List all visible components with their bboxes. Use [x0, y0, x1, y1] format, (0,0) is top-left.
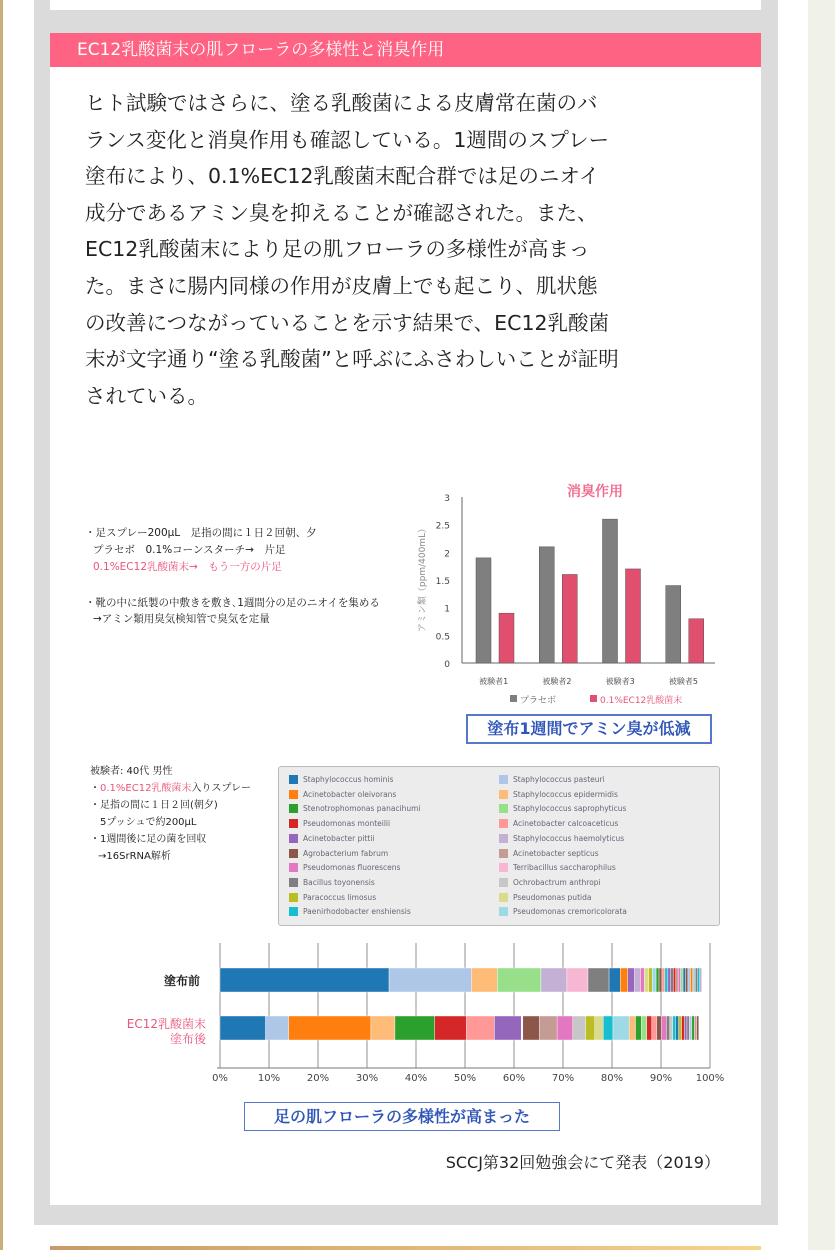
odor-note-3: 0.1%EC12乳酸菌末→ もう一方の片足 [93, 561, 282, 573]
stacked-segment [673, 968, 675, 992]
legend-item [499, 790, 618, 799]
stacked-segment [678, 968, 680, 992]
x-tick-label: 被験者3 [605, 677, 635, 686]
legend-swatch [499, 907, 508, 916]
y-tick-label: 1 [444, 604, 450, 615]
stacked-segment [688, 968, 690, 992]
stacked-segment [698, 968, 700, 992]
legend-item [499, 834, 624, 843]
stacked-segment [497, 968, 541, 992]
paragraph-line: 成分であるアミン臭を抑えることが確認された。また、 [85, 200, 598, 225]
bar-ec12 [499, 613, 514, 663]
stacked-segment [609, 968, 620, 992]
legend-label: Pseudomonas putida [513, 892, 592, 902]
odor-note-5: →アミン類用臭気検知管で臭気を定量 [93, 613, 270, 625]
stacked-segment [662, 968, 665, 992]
legend-item [289, 775, 393, 784]
legend-label: Staphylococcus epidermidis [513, 789, 618, 799]
legend-item [499, 907, 627, 916]
previous-card-bottom [50, 0, 761, 10]
x-tick-label: 50% [453, 1073, 477, 1084]
legend-swatch [289, 804, 298, 813]
x-tick-label: 100% [695, 1073, 725, 1084]
bar-placebo [603, 519, 618, 663]
bar-ec12 [689, 619, 704, 663]
stacked-segment [652, 968, 656, 992]
bar-placebo [666, 586, 681, 663]
flora-legend [278, 766, 720, 926]
stacked-segment [668, 968, 671, 992]
right-side-panel [808, 0, 835, 1250]
legend-swatch [289, 775, 298, 784]
stacked-segment [220, 968, 389, 992]
legend-swatch [499, 893, 508, 902]
flora-note-1: 被験者: 40代 男性 [90, 766, 173, 777]
section-title: EC12乳酸菌末の肌フローラの多様性と消臭作用 [50, 33, 761, 67]
legend-item [289, 878, 375, 887]
flora-stacked-chart [100, 940, 730, 1090]
y-tick-label: 0.5 [435, 632, 450, 643]
legend-item [289, 893, 376, 902]
legend-swatch [499, 790, 508, 799]
stacked-segment [681, 968, 683, 992]
stacked-segment [697, 1016, 699, 1040]
stacked-segment [635, 968, 641, 992]
bar-placebo [539, 547, 554, 663]
stacked-segment [595, 1016, 603, 1040]
x-tick-label: 90% [649, 1073, 673, 1084]
legend-swatch [499, 804, 508, 813]
stacked-segment [466, 1016, 494, 1040]
x-tick-label: 80% [600, 1073, 624, 1084]
legend-label: Staphylococcus saprophyticus [513, 804, 627, 814]
legend-item [499, 849, 599, 858]
odor-bar-chart [400, 478, 730, 713]
stacked-segment [657, 1016, 662, 1040]
legend-label: Pseudomonas cremoricolorata [513, 907, 627, 917]
flora-note-2a: 0.1%EC12乳酸菌末 [100, 783, 192, 794]
stacked-segment [220, 1016, 266, 1040]
legend-label: Staphylococcus haemolyticus [513, 833, 625, 843]
legend-swatch [289, 849, 298, 858]
legend-item [289, 804, 421, 813]
y-tick-label: 3 [444, 494, 450, 504]
bar-ec12 [562, 574, 577, 663]
legend-label: Pseudomonas fluorescens [303, 863, 401, 873]
stacked-segment [685, 1016, 687, 1040]
flora-note-5: ・1週間後に足の菌を回収 [90, 834, 207, 845]
stacked-segment [523, 1016, 540, 1040]
stacked-segment [671, 968, 673, 992]
legend-label: Ochrobactrum anthropi [513, 877, 601, 887]
legend-item [289, 849, 388, 858]
left-border [0, 0, 3, 1250]
stacked-segment [471, 968, 497, 992]
x-tick-label: 30% [355, 1073, 379, 1084]
legend-item [289, 834, 375, 843]
odor-note-2: プラセボ 0.1%コーンスターチ→ 片足 [93, 544, 286, 556]
y-tick-label: 2 [444, 549, 450, 560]
legend-label: Staphylococcus pasteuri [513, 775, 605, 784]
stacked-segment [692, 1016, 694, 1040]
x-tick-label: 10% [257, 1073, 281, 1084]
legend-swatch [289, 863, 298, 872]
legend-swatch [289, 834, 298, 843]
next-section-bar [50, 1246, 761, 1250]
stacked-segment [690, 968, 692, 992]
stacked-segment [603, 1016, 613, 1040]
stacked-segment [656, 968, 659, 992]
legend-label: Staphylococcus hominis [303, 775, 394, 784]
legend-swatch [499, 819, 508, 828]
legend-swatch [289, 893, 298, 902]
legend-item [499, 863, 616, 872]
legend-label: Pseudomonas monteilii [303, 819, 391, 829]
legend-swatch [499, 834, 508, 843]
paragraph-line: 末が文字通り“塗る乳酸菌”と呼ぶにふさわしいことが証明 [85, 347, 619, 372]
stacked-segment [266, 1016, 289, 1040]
legend-item [289, 790, 396, 799]
legend-label: 0.1%EC12乳酸菌末 [600, 696, 683, 706]
stacked-segment [640, 968, 644, 992]
stacked-segment [636, 1016, 642, 1040]
row-label-before: 塗布前 [163, 974, 200, 988]
legend-item [499, 819, 618, 828]
legend-swatch [289, 878, 298, 887]
x-tick-label: 60% [502, 1073, 526, 1084]
legend-swatch [510, 695, 517, 702]
stacked-segment [647, 1016, 652, 1040]
legend-label: Stenotrophomonas panacihumi [303, 804, 421, 814]
chart-title: 消臭作用 [567, 484, 623, 500]
flora-note-6: →16SrRNA解析 [98, 851, 171, 862]
legend-label: Acinetobacter oleivorans [303, 789, 397, 799]
stacked-segment [629, 1016, 635, 1040]
stacked-segment [694, 1016, 696, 1040]
row-label-after: EC12乳酸菌末塗布後 [126, 1017, 206, 1046]
legend-item [499, 804, 626, 813]
odor-note-4: ・靴の中に紙製の中敷きを敷き､1週間分の足のニオイを集める [85, 597, 380, 609]
stacked-segment [689, 1016, 691, 1040]
stacked-segment [659, 968, 662, 992]
stacked-segment [628, 968, 635, 992]
legend-swatch [499, 849, 508, 858]
paragraph-line: ヒト試験ではさらに、塗る乳酸菌による皮膚常在菌のバ [85, 91, 598, 115]
y-tick-label: 0 [444, 660, 450, 670]
stacked-segment [666, 1016, 669, 1040]
y-tick-label: 2.5 [435, 521, 450, 532]
legend-swatch [289, 790, 298, 799]
stacked-segment [620, 968, 627, 992]
stacked-segment [521, 1016, 522, 1040]
legend-item [499, 878, 601, 887]
legend-swatch [289, 819, 298, 828]
flora-note-3: ・足指の間に１日２回(朝夕) [90, 800, 218, 811]
stacked-segment [649, 968, 652, 992]
stacked-segment [665, 968, 668, 992]
stacked-segment [676, 1016, 679, 1040]
legend-swatch [590, 695, 597, 702]
paragraph-line: されている。 [85, 383, 208, 408]
stacked-segment [395, 1016, 435, 1040]
x-tick-label: 被験者5 [668, 677, 698, 686]
stacked-segment [641, 1016, 646, 1040]
bar-placebo [476, 558, 491, 663]
stacked-segment [683, 968, 685, 992]
body-paragraph [85, 85, 735, 414]
paragraph-line: EC12乳酸菌末により足の肌フローラの多様性が高まっ [85, 237, 590, 262]
legend-item [289, 863, 400, 872]
stacked-segment [644, 968, 648, 992]
legend-label: Acinetobacter septicus [513, 848, 599, 858]
legend-item [289, 907, 411, 916]
stacked-segment [588, 968, 609, 992]
legend-swatch [499, 878, 508, 887]
stacked-segment [673, 1016, 676, 1040]
citation: SCCJ第32回勉強会にて発表（2019） [445, 1153, 720, 1172]
stacked-segment [435, 1016, 467, 1040]
legend-item [499, 775, 605, 784]
legend-label: Bacillus toyonensis [303, 877, 375, 887]
stacked-segment [682, 1016, 685, 1040]
y-axis-label: アミン類（ppm/400mL） [418, 523, 428, 633]
stacked-segment [494, 1016, 521, 1040]
paragraph-line: た。まさに腸内同様の作用が皮膚上でも起こり、肌状態 [85, 273, 598, 298]
stacked-segment [676, 968, 678, 992]
x-tick-label: 40% [404, 1073, 428, 1084]
y-tick-label: 1.5 [435, 577, 450, 587]
paragraph-line: 塗布により、0.1%EC12乳酸菌末配合群では足のニオイ [85, 164, 600, 189]
flora-note-2: ・0.1%EC12乳酸菌末入りスプレー [90, 783, 252, 794]
legend-label: Terribacillus saccharophilus [513, 863, 616, 873]
legend-label: プラセボ [520, 696, 557, 706]
legend-label: Paenirhodobacter enshiensis [303, 907, 411, 917]
legend-swatch [499, 775, 508, 784]
stacked-segment [557, 1016, 573, 1040]
stacked-segment [567, 968, 588, 992]
stacked-segment [539, 1016, 557, 1040]
stacked-segment [693, 968, 695, 992]
flora-callout: 足の肌フローラの多様性が高まった [244, 1102, 560, 1131]
legend-label: Acinetobacter calcoaceticus [513, 819, 619, 829]
stacked-segment [371, 1016, 395, 1040]
stacked-segment [700, 968, 702, 992]
legend-swatch [499, 863, 508, 872]
legend-swatch [289, 907, 298, 916]
legend-label: Acinetobacter pittii [303, 833, 375, 843]
paragraph-line: の改善につながっていることを示す結果で、EC12乳酸菌 [85, 310, 610, 335]
stacked-segment [679, 1016, 682, 1040]
stacked-segment [573, 1016, 586, 1040]
x-tick-label: 被験者1 [479, 677, 509, 686]
stacked-segment [695, 968, 697, 992]
stacked-segment [670, 1016, 673, 1040]
x-tick-label: 70% [551, 1073, 575, 1084]
legend-label: Agrobacterium fabrum [303, 848, 389, 858]
x-tick-label: 0% [212, 1073, 228, 1084]
legend-item [499, 893, 591, 902]
stacked-segment [652, 1016, 657, 1040]
odor-note-1: ・足スプレー200μL 足指の間に１日２回朝、夕 [85, 527, 317, 539]
flora-note-4: 5プッシュで約200μL [100, 817, 197, 828]
stacked-segment [686, 968, 688, 992]
stacked-segment [661, 1016, 666, 1040]
paragraph-line: ランス変化と消臭作用も確認している。1週間のスプレー [85, 127, 610, 152]
legend-label: Paracoccus limosus [303, 892, 377, 902]
flora-note-2b: 入りスプレー [191, 783, 252, 794]
odor-callout: 塗布1週間でアミン臭が低減 [466, 714, 712, 744]
x-tick-label: 20% [306, 1073, 330, 1084]
x-tick-label: 被験者2 [542, 677, 572, 686]
stacked-segment [613, 1016, 629, 1040]
stacked-segment [289, 1016, 371, 1040]
stacked-segment [586, 1016, 595, 1040]
stacked-segment [541, 968, 567, 992]
bar-ec12 [626, 569, 641, 663]
stacked-segment [389, 968, 471, 992]
stacked-segment [687, 1016, 689, 1040]
legend-item [289, 819, 390, 828]
